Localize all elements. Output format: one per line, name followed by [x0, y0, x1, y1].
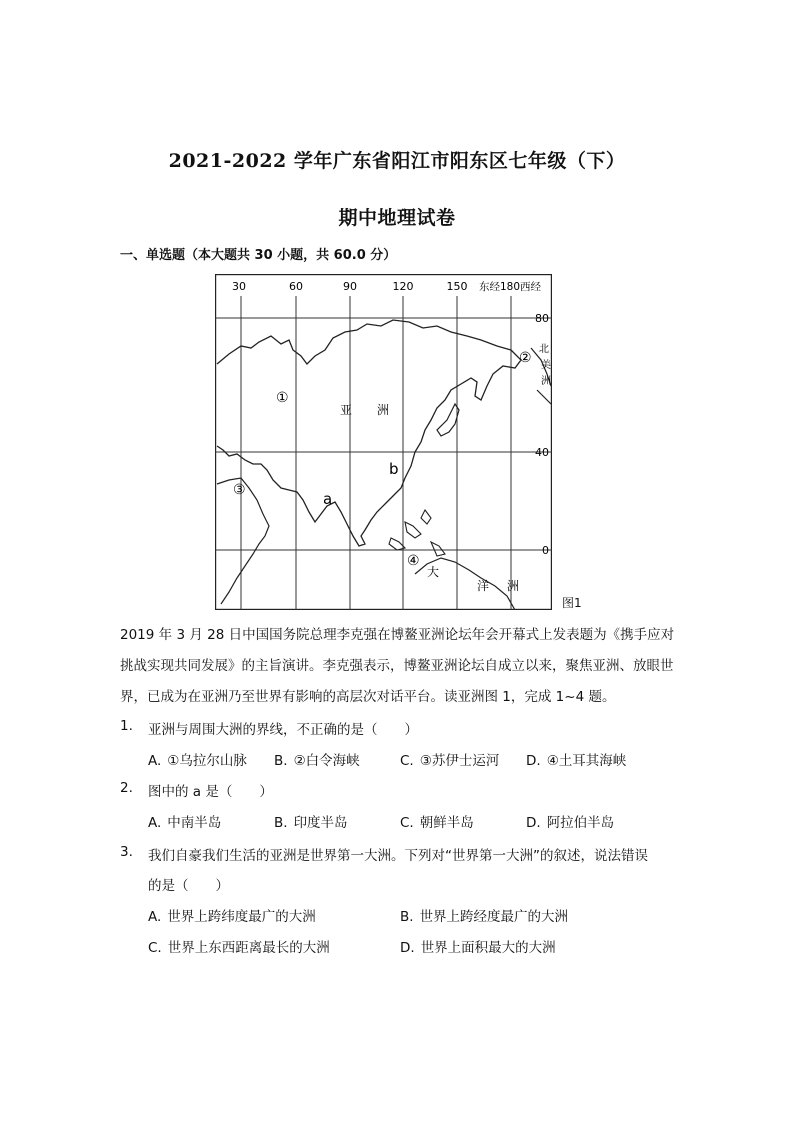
question-text-cont: 的是（ ） [148, 878, 229, 894]
question-number: 3. [120, 844, 133, 860]
option-1c[interactable]: C. ③苏伊士运河 [400, 753, 500, 769]
lon-label: 120 [392, 280, 414, 293]
marker-3: ③ [233, 482, 246, 498]
question-number: 1. [120, 718, 133, 734]
marker-4: ④ [407, 553, 420, 569]
asia-map-figure [215, 274, 552, 610]
marker-2: ② [519, 350, 532, 366]
question-intro-paragraph: 2019 年 3 月 28 日中国国务院总理李克强在博鳌亚洲论坛年会开幕式上发表题为《携手应对挑战实现共同发展》的主旨演讲。李克强表示，博鳌亚洲论坛自成立以来，聚焦亚洲、放眼世界，已成为在亚洲乃至世界有影响的高层次对话平台。读亚洲图 1，完成 1~4 题。 [120, 627, 675, 705]
option-1a[interactable]: A. ①乌拉尔山脉 [148, 753, 247, 769]
prime-meridian-label: 东经180西经 [479, 281, 542, 293]
question-text: 我们自豪我们生活的亚洲是世界第一大洲。下列对“世界第一大洲”的叙述，说法错误 [148, 848, 648, 864]
region-label-oceania-3: 洲 [507, 579, 520, 593]
lon-label: 150 [446, 280, 468, 293]
exam-title-line2: 期中地理试卷 [338, 207, 456, 229]
question-text: 图中的 a 是（ ） [148, 784, 273, 800]
region-label-asia-2: 洲 [377, 403, 390, 417]
option-3c[interactable]: C. 世界上东西距离最长的大洲 [148, 940, 330, 956]
option-1d[interactable]: D. ④土耳其海峡 [526, 753, 627, 769]
region-label-oceania-2: 洋 [477, 579, 490, 593]
asia-map [215, 274, 552, 610]
region-label-asia-1: 亚 [340, 403, 353, 417]
lat-label: 40 [535, 446, 549, 459]
option-3d[interactable]: D. 世界上面积最大的大洲 [400, 940, 556, 956]
option-2d[interactable]: D. 阿拉伯半岛 [526, 815, 615, 831]
region-label-oceania-1: 大 [427, 565, 440, 579]
marker-1: ① [276, 390, 289, 406]
peninsula-letter-b: b [389, 460, 399, 478]
figure-label: 图1 [562, 596, 582, 610]
option-2b[interactable]: B. 印度半岛 [274, 815, 348, 831]
lat-label: 0 [542, 544, 549, 557]
region-label-na-1: 北 [539, 344, 549, 355]
option-2a[interactable]: A. 中南半岛 [148, 815, 222, 831]
lon-label: 30 [232, 280, 246, 293]
option-2c[interactable]: C. 朝鲜半岛 [400, 815, 474, 831]
question-text: 亚洲与周围大洲的界线，不正确的是（ ） [148, 722, 418, 738]
lon-label: 60 [289, 280, 303, 293]
lat-label: 80 [535, 312, 549, 325]
question-number: 2. [120, 780, 133, 796]
option-3a[interactable]: A. 世界上跨纬度最广的大洲 [148, 909, 316, 925]
section-heading: 一、单选题（本大题共 30 小题，共 60.0 分） [120, 248, 397, 263]
lon-label: 90 [343, 280, 357, 293]
option-3b[interactable]: B. 世界上跨经度最广的大洲 [400, 909, 569, 925]
exam-title-line1: 2021-2022 学年广东省阳江市阳东区七年级（下） [168, 150, 626, 172]
peninsula-letter-a: a [323, 490, 333, 508]
region-label-na-3: 洲 [541, 376, 551, 387]
region-label-na-2: 美 [541, 360, 551, 371]
option-1b[interactable]: B. ②白令海峡 [274, 753, 360, 769]
